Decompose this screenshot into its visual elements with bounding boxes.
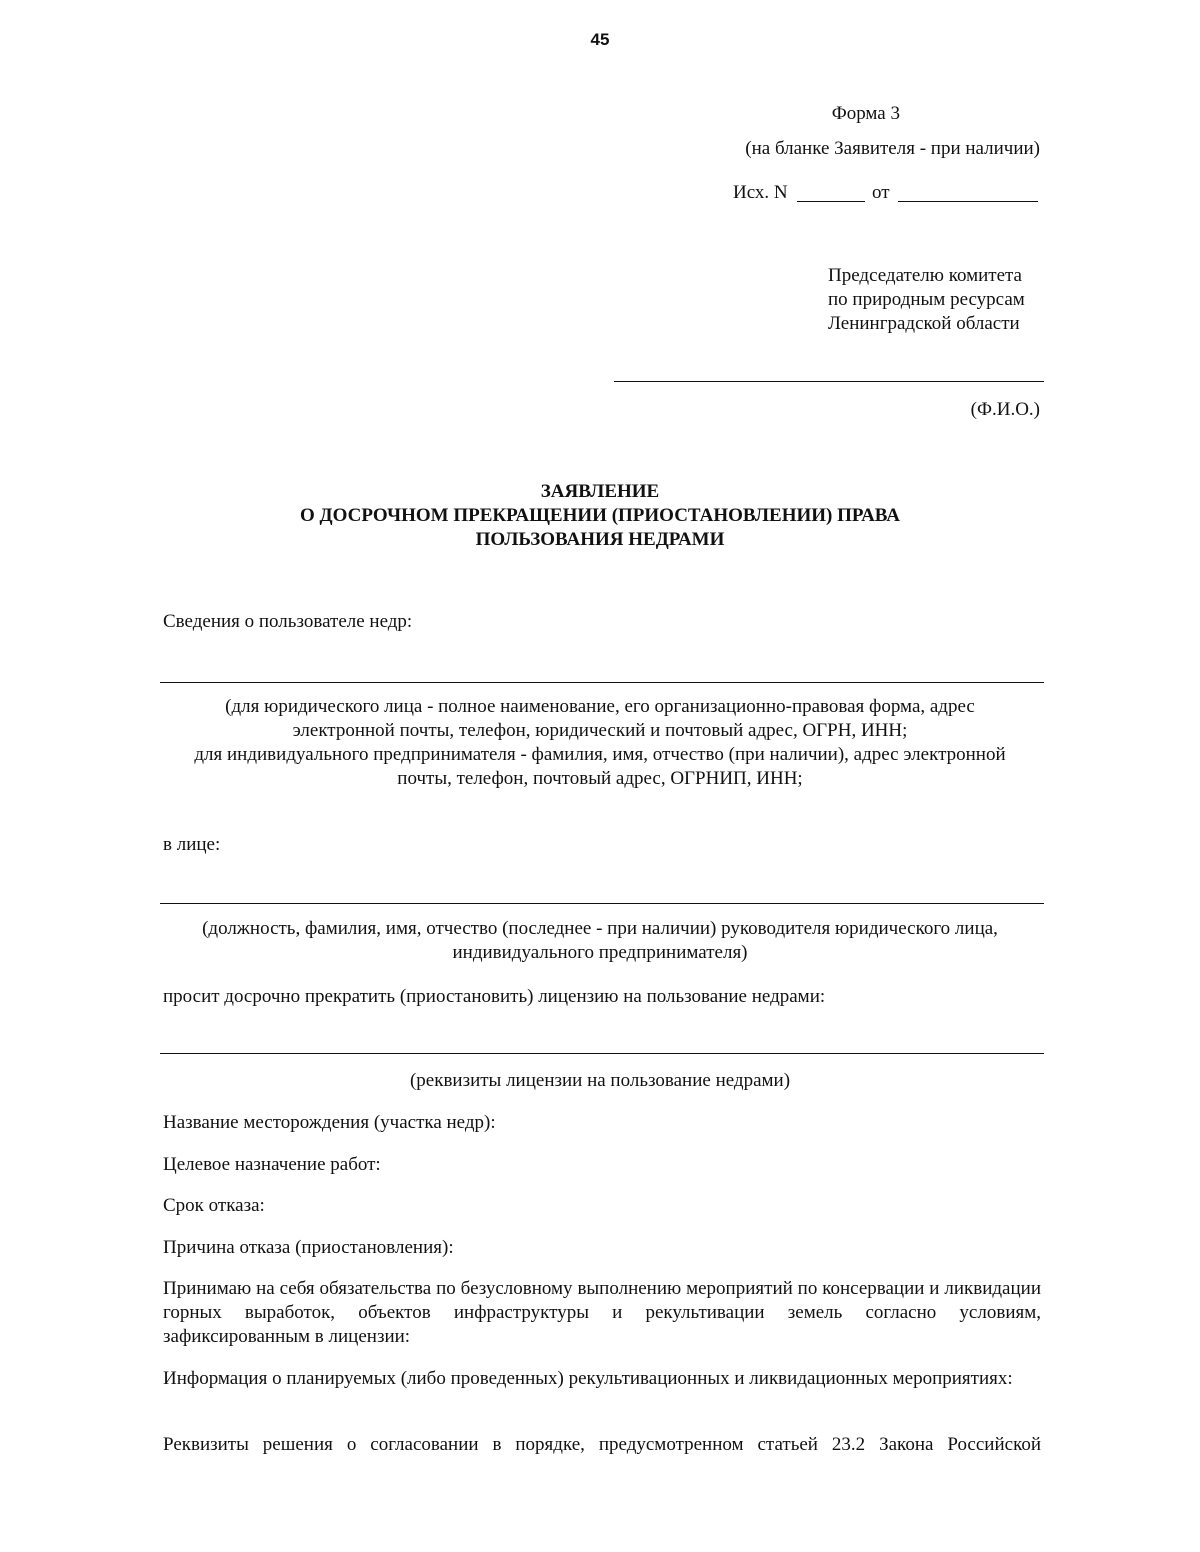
form-label: Форма 3 (831, 103, 900, 124)
deposit-name-label: Название месторождения (участка недр): (163, 1112, 496, 1133)
outgoing-date-field[interactable] (898, 201, 1038, 202)
license-request-text: просит досрочно прекратить (приостановить) лицензию на пользование недрами: (163, 986, 826, 1007)
user-info-caption-2: электронной почты, телефон, юридический и почтовый адрес, ОГРН, ИНН; (292, 720, 908, 741)
addressee-name-field[interactable] (614, 381, 1044, 382)
document-title-line-3: ПОЛЬЗОВАНИЯ НЕДРАМИ (475, 529, 725, 550)
user-info-caption-1: (для юридического лица - полное наименование, его организационно-правовая форма, адрес (225, 696, 975, 717)
representative-caption-1: (должность, фамилия, имя, отчество (последнее - при наличии) руководителя юридического лица, (202, 918, 998, 939)
user-info-label: Сведения о пользователе недр: (163, 611, 413, 632)
representative-caption-2: индивидуального предпринимателя) (452, 942, 748, 963)
info-paragraph: Информация о планируемых (либо проведенных) рекультивационных и ликвидационных мероприятиях: (163, 1368, 1013, 1389)
outgoing-date-label: от (872, 182, 890, 203)
obligations-paragraph: Принимаю на себя обязательства по безусловному выполнению мероприятий по консервации и ликвидации горных выработок, объектов инфраструктуры и рекультивации земель согласно условиям, зафиксированным в лицензии: (163, 1278, 1041, 1347)
addressee-line-2: по природным ресурсам (828, 289, 1025, 310)
license-field[interactable] (160, 1053, 1044, 1054)
letterhead-note: (на бланке Заявителя - при наличии) (745, 138, 1040, 159)
addressee-line-3: Ленинградской области (828, 313, 1020, 334)
user-info-caption-4: почты, телефон, почтовый адрес, ОГРНИП, ИНН; (397, 768, 803, 789)
representative-field[interactable] (160, 903, 1044, 904)
addressee-line-1: Председателю комитета (828, 265, 1022, 286)
outgoing-number-field[interactable] (797, 201, 865, 202)
addressee-name-caption: (Ф.И.О.) (970, 399, 1040, 420)
document-title: ЗАЯВЛЕНИЕ (540, 481, 660, 502)
page-number: 45 (590, 30, 610, 49)
user-info-caption-3: для индивидуального предпринимателя - фамилия, имя, отчество (при наличии), адрес электронной (194, 744, 1006, 765)
work-purpose-label: Целевое назначение работ: (163, 1154, 381, 1175)
user-info-field[interactable] (160, 682, 1044, 683)
outgoing-number-label: Исх. N (733, 182, 788, 203)
document-title-line-2: О ДОСРОЧНОМ ПРЕКРАЩЕНИИ (ПРИОСТАНОВЛЕНИИ) ПРАВА (300, 505, 900, 526)
approval-paragraph: Реквизиты решения о согласовании в порядке, предусмотренном статьей 23.2 Закона Российской (163, 1434, 1041, 1455)
representative-label: в лице: (163, 834, 221, 855)
refusal-reason-label: Причина отказа (приостановления): (163, 1237, 454, 1258)
refusal-term-label: Срок отказа: (163, 1195, 265, 1216)
license-caption: (реквизиты лицензии на пользование недрами) (409, 1070, 791, 1091)
